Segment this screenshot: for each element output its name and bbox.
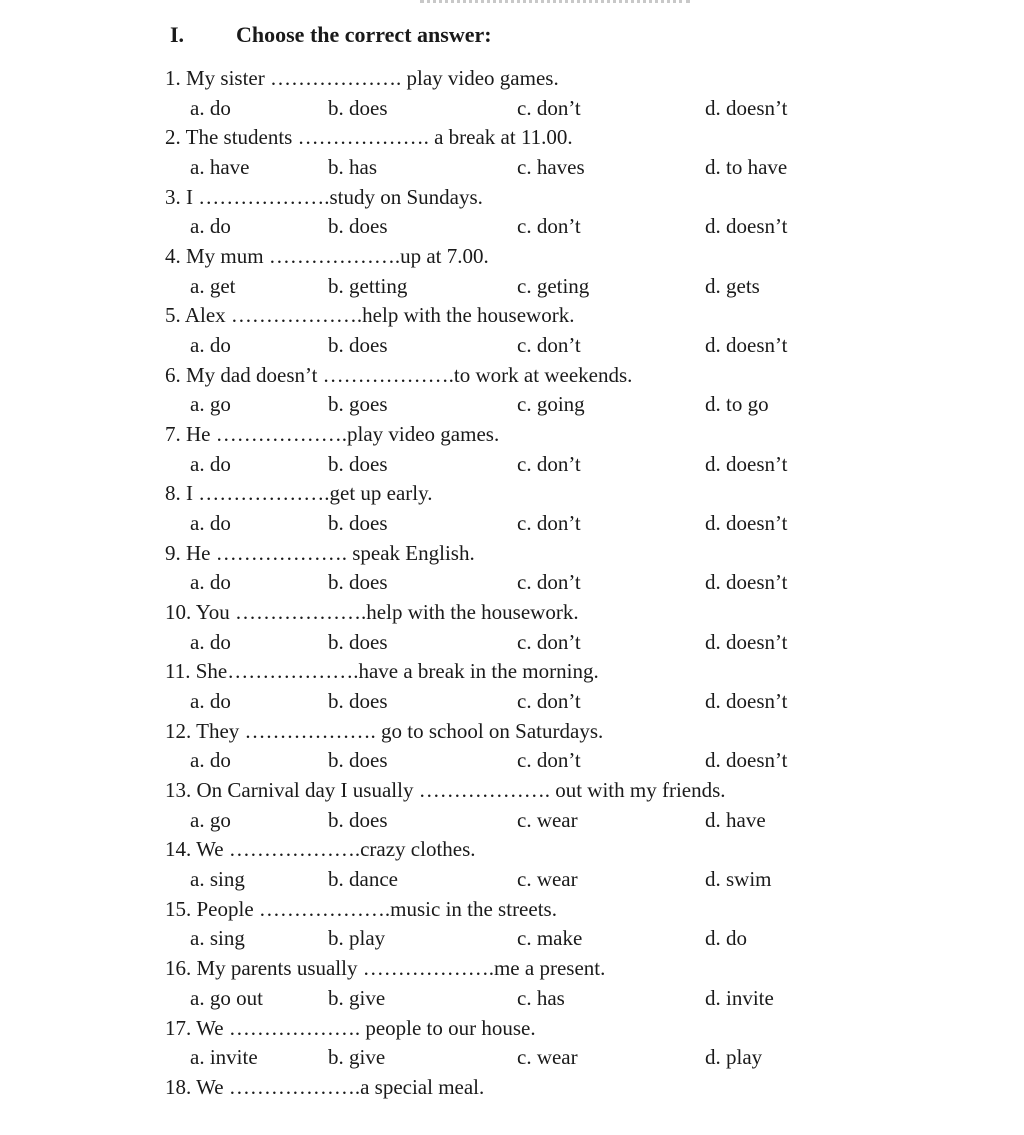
option-b[interactable]: b. does [328,510,388,535]
question-item [165,776,965,835]
option-a[interactable]: a. do [190,510,231,535]
answer-options [165,746,965,776]
question-stem: 4. My mum ……………….up at 7.00. [165,244,489,269]
question-item [165,420,965,479]
option-b[interactable]: b. dance [328,866,398,891]
option-d[interactable]: d. doesn’t [705,688,788,713]
option-d[interactable]: d. doesn’t [705,510,788,535]
question-stem: 3. I ……………….study on Sundays. [165,184,483,209]
answer-options [165,628,965,658]
question-item [165,598,965,657]
question-stem: 6. My dad doesn’t ……………….to work at weekends. [165,362,633,387]
option-c[interactable]: c. don’t [517,688,581,713]
option-c[interactable]: c. wear [517,807,578,832]
answer-options [165,331,965,361]
question-stem: 11. She……………….have a break in the morning. [165,659,599,684]
answer-options [165,806,965,836]
option-d[interactable]: d. doesn’t [705,451,788,476]
option-d[interactable]: d. doesn’t [705,748,788,773]
option-b[interactable]: b. give [328,1045,386,1069]
option-c[interactable]: c. going [517,392,585,417]
option-a[interactable]: a. sing [190,926,245,951]
question-stem: 2. The students ………………. a break at 11.00. [165,125,573,150]
question-item [165,1073,965,1132]
question-stem: 8. I ……………….get up early. [165,481,433,506]
option-c[interactable]: c. has [517,985,565,1010]
answer-options [165,390,965,420]
option-b[interactable]: b. does [328,332,388,357]
option-c[interactable]: c. don’t [517,95,581,120]
option-b[interactable]: b. does [328,95,388,120]
option-d[interactable]: d. doesn’t [705,629,788,654]
option-b[interactable]: b. does [328,629,388,654]
option-d[interactable]: d. doesn’t [705,214,788,239]
question-item [165,64,965,123]
question-stem: 9. He ………………. speak English. [165,540,475,565]
question-stem: 10. You ……………….help with the housework. [165,600,579,625]
option-c[interactable]: c. haves [517,154,585,179]
option-a[interactable]: a. go out [190,985,263,1010]
answer-options [165,272,965,302]
option-b[interactable]: b. goes [328,392,388,417]
option-a[interactable]: a. do [190,570,231,595]
answer-options [165,509,965,539]
option-a[interactable]: a. do [190,214,231,239]
option-d[interactable]: d. gets [705,273,760,298]
option-a[interactable]: a. go [190,807,231,832]
option-a[interactable]: a. do [190,629,231,654]
option-b[interactable]: b. does [328,451,388,476]
answer-options [165,153,965,183]
option-c[interactable]: c. don’t [517,748,581,773]
question-item [165,835,965,894]
option-d[interactable]: d. swim [705,866,772,891]
question-item [165,479,965,538]
question-stem: 1. My sister ………………. play video games. [165,66,559,90]
question-stem: 18. We ……………….a special meal. [165,1074,485,1099]
question-item [165,895,965,954]
answer-options [165,450,965,480]
option-c[interactable]: c. wear [517,1045,578,1069]
option-a[interactable]: a. sing [190,866,245,891]
answer-options [165,568,965,598]
option-a[interactable]: a. do [190,332,231,357]
cropped-header-fragment [420,0,690,8]
option-b[interactable]: b. does [328,688,388,713]
option-a[interactable]: a. do [190,451,231,476]
option-d[interactable]: d. doesn’t [705,570,788,595]
question-stem: 14. We ……………….crazy clothes. [165,837,476,862]
question-stem: 12. They ………………. go to school on Saturdays. [165,718,604,743]
option-c[interactable]: c. make [517,926,583,951]
option-b[interactable]: b. does [328,748,388,773]
option-c[interactable]: c. don’t [517,451,581,476]
question-item [165,657,965,716]
answer-options [165,212,965,242]
question-stem: 16. My parents usually ……………….me a present. [165,956,606,981]
option-a[interactable]: a. have [190,154,250,179]
option-d[interactable]: d. doesn’t [705,332,788,357]
option-c[interactable]: c. wear [517,866,578,891]
option-d[interactable]: d. doesn’t [705,95,788,120]
question-stem: 7. He ……………….play video games. [165,422,500,447]
question-item [165,361,965,420]
question-item [165,954,965,1013]
section-number: I. [170,22,185,47]
question-stem: 17. We ………………. people to our house. [165,1015,536,1040]
answer-options [165,865,965,895]
question-stem: 15. People ……………….music in the streets. [165,896,557,921]
question-list [165,64,965,1132]
answer-options [165,924,965,954]
question-stem: 5. Alex ……………….help with the housework. [165,303,575,328]
question-item [165,301,965,360]
answer-options [165,984,965,1014]
answer-options [165,1043,965,1073]
question-item [165,183,965,242]
option-c[interactable]: c. don’t [517,214,581,239]
question-item [165,242,965,301]
option-a[interactable]: a. do [190,748,231,773]
option-a[interactable]: a. do [190,688,231,713]
option-d[interactable]: d. to have [705,154,788,179]
question-stem: 13. On Carnival day I usually ………………. out with my friends. [165,778,726,803]
option-c[interactable]: c. geting [517,273,590,298]
section-title: Choose the correct answer: [236,22,492,47]
answer-options [165,687,965,717]
option-c[interactable]: c. don’t [517,510,581,535]
option-b[interactable]: b. give [328,985,386,1010]
option-d[interactable]: d. play [705,1045,763,1069]
option-b[interactable]: b. does [328,570,388,595]
question-item [165,1014,965,1073]
option-c[interactable]: c. don’t [517,629,581,654]
question-item [165,539,965,598]
option-d[interactable]: d. have [705,807,766,832]
option-a[interactable]: a. go [190,392,231,417]
option-d[interactable]: d. do [705,926,747,951]
answer-options [165,94,965,124]
option-b[interactable]: b. does [328,214,388,239]
option-b[interactable]: b. has [328,154,377,179]
option-b[interactable]: b. getting [328,273,408,298]
question-item [165,123,965,182]
option-c[interactable]: c. don’t [517,570,581,595]
option-a[interactable]: a. do [190,95,231,120]
option-a[interactable]: a. get [190,273,236,298]
option-d[interactable]: d. invite [705,985,774,1010]
option-b[interactable]: b. does [328,807,388,832]
question-item [165,717,965,776]
option-b[interactable]: b. play [328,926,386,951]
section-heading [170,20,492,50]
option-c[interactable]: c. don’t [517,332,581,357]
option-d[interactable]: d. to go [705,392,769,417]
option-a[interactable]: a. invite [190,1045,258,1069]
